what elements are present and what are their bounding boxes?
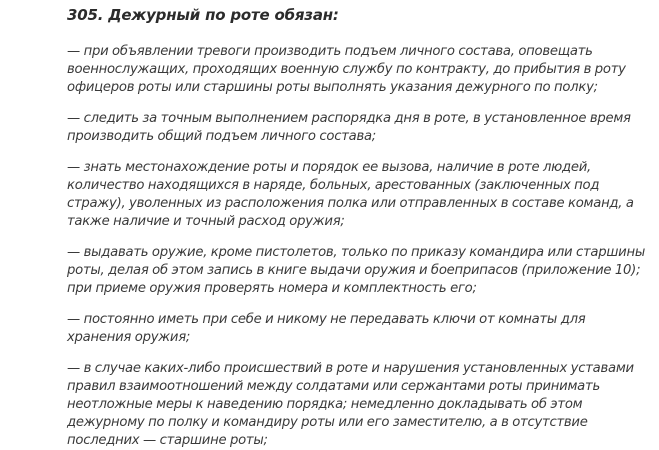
duty-paragraph-location: — знать местонахождение роты и порядок ее вызова, наличие в роте людей, количество находящихся в наряде, больных, арестованных (заключенных под стражу), уволенных из расположения полка или отправленных в составе команд, а также наличие и точный расход оружия; (67, 160, 634, 229)
duty-paragraph-schedule: — следить за точным выполнением распорядка дня в роте, в установленное время производить общий подъем личного состава; (67, 111, 631, 144)
duty-paragraph-weapons: — выдавать оружие, кроме пистолетов, только по приказу командира или старшины роты, делая об этом запись в книге выдачи оружия и боеприпасов (приложение 10); при приеме оружия проверять номера и комплектность его; (67, 245, 646, 296)
document-body (67, 6, 652, 450)
duty-paragraph-incidents: — в случае каких-либо происшествий в роте и нарушения установленных уставами правил взаимоотношений между солдатами или сержантами роты принимать неотложные меры к наведению порядка; немедленно докладывать об этом дежурному по полку и командиру роты или его заместителю, а в отсутствие последних — старшине роты; (67, 361, 634, 448)
duty-paragraph-alarm: — при объявлении тревоги производить подъем личного состава, оповещать военнослужащих, проходящих военную службу по контракту, до прибытия в роту офицеров роты или старшины роты выполнять указания дежурного по полку; (67, 44, 626, 95)
section-heading: 305. Дежурный по роте обязан: (67, 6, 339, 24)
duty-paragraph-keys: — постоянно иметь при себе и никому не передавать ключи от комнаты для хранения оружия; (67, 312, 586, 345)
